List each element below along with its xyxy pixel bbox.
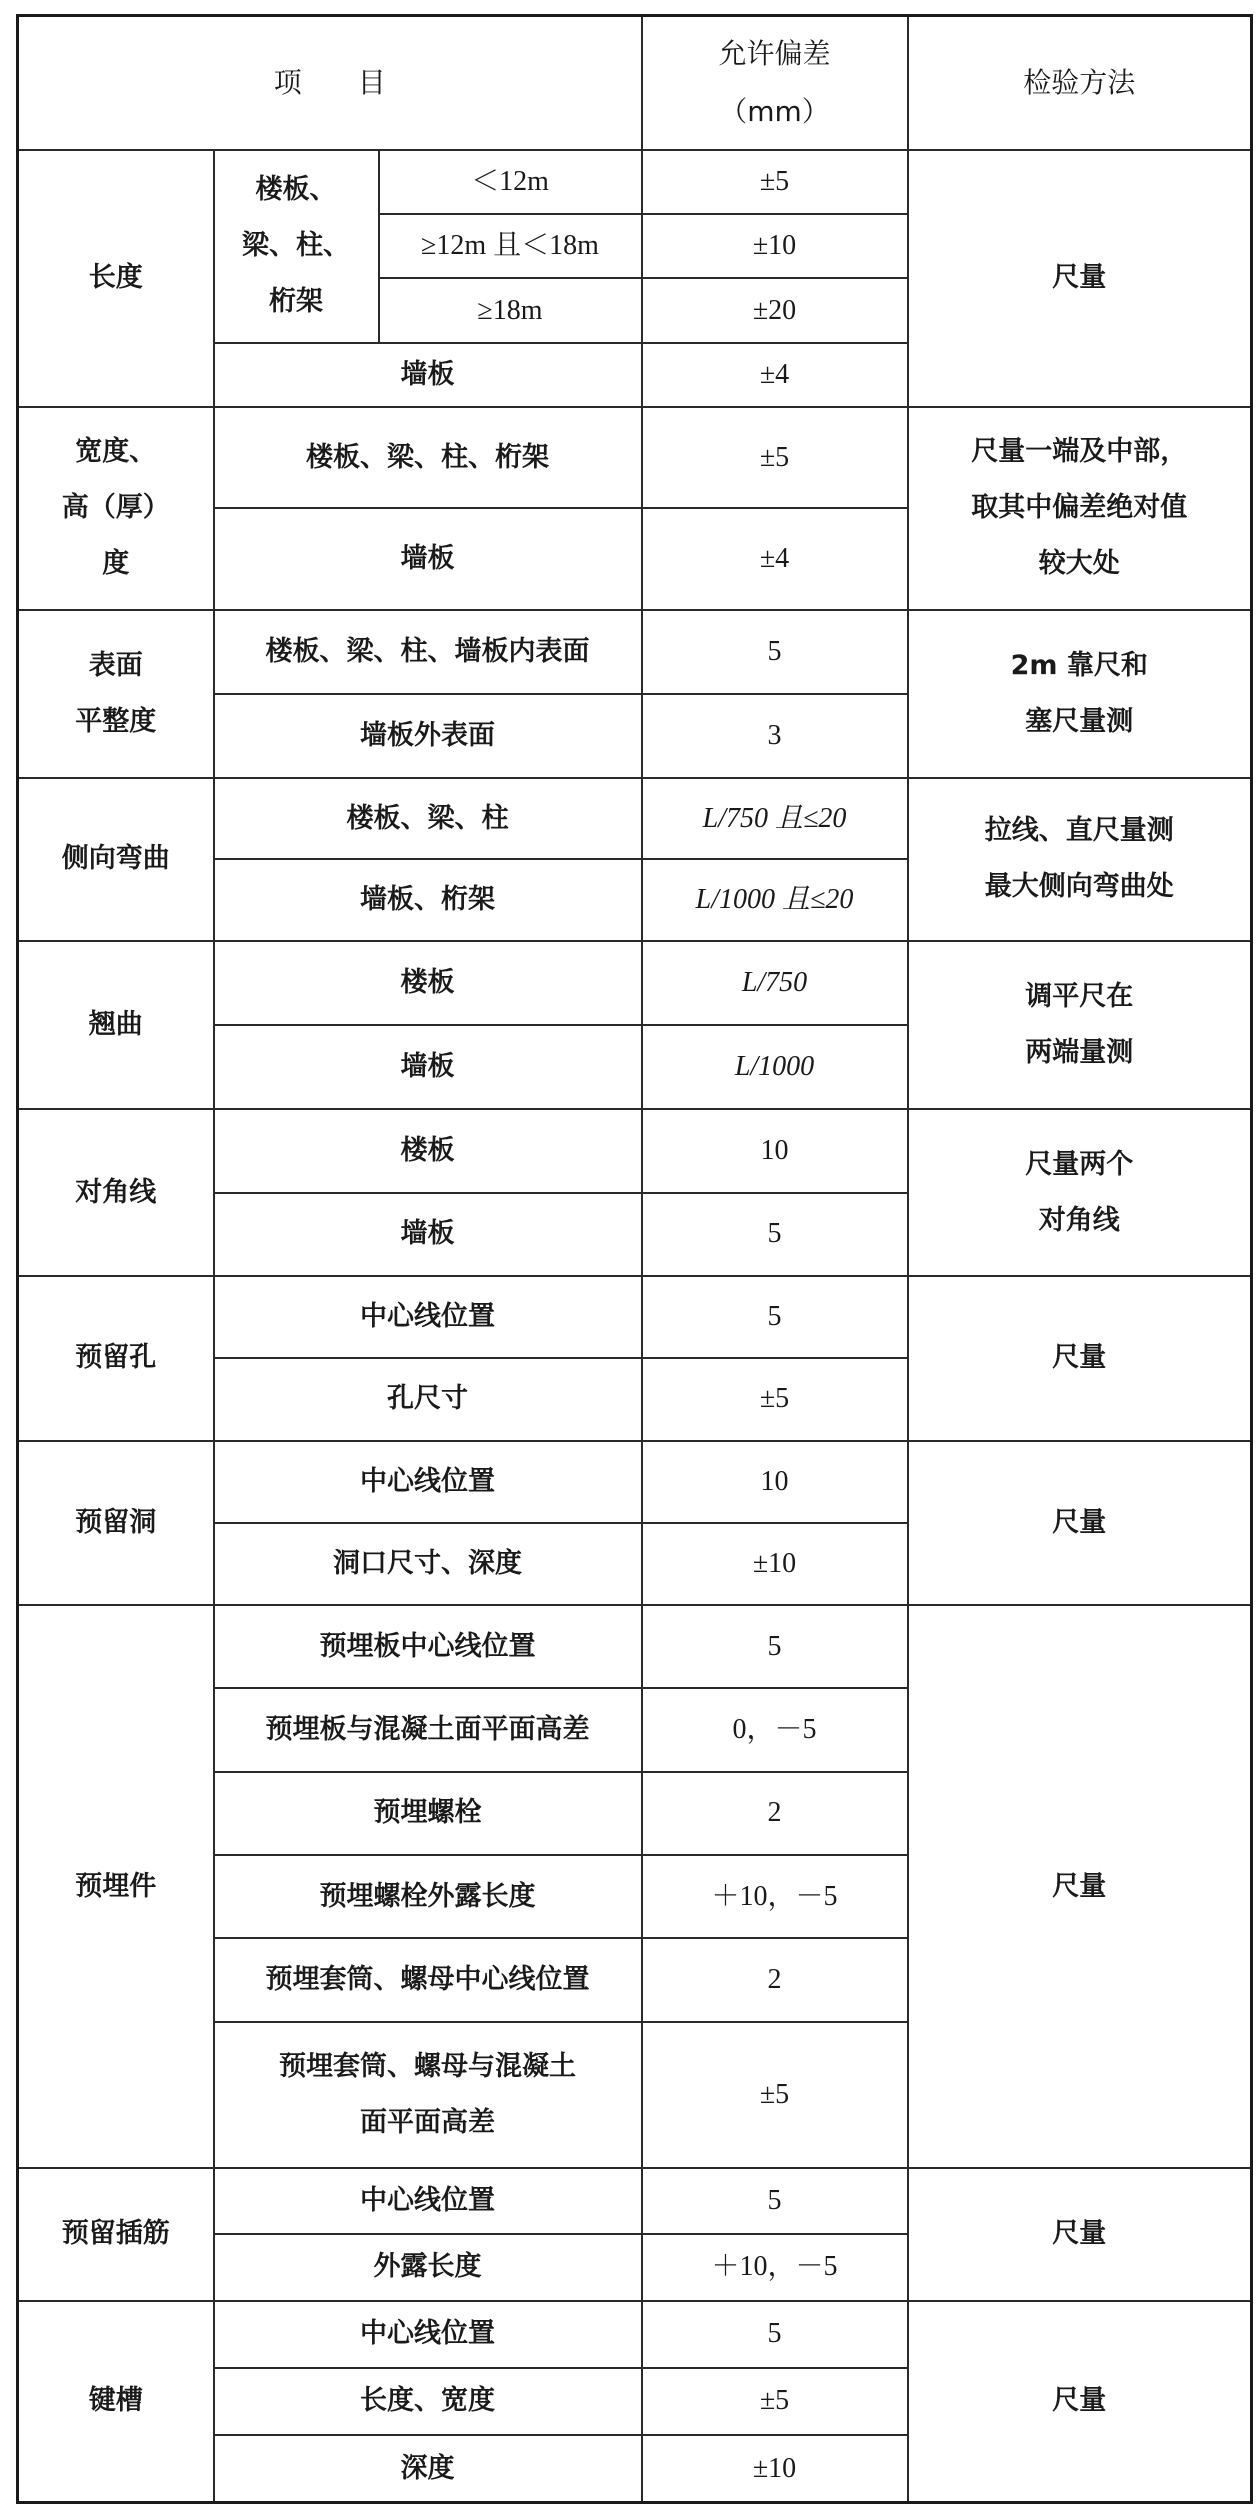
- flatness-value-1: 5: [642, 610, 908, 694]
- lateral-label: 侧向弯曲: [18, 778, 214, 941]
- diagonal-method: 尺量两个 对角线: [908, 1109, 1252, 1276]
- length-method: 尺量: [908, 150, 1252, 407]
- length-value-2: ±10: [642, 214, 908, 278]
- keyway-item-2: 长度、宽度: [214, 2368, 642, 2435]
- embedded-item-4: 预埋螺栓外露长度: [214, 1855, 642, 1938]
- width-item-2: 墙板: [214, 508, 642, 609]
- keyway-value-2: ±5: [642, 2368, 908, 2435]
- lateral-item-1: 楼板、梁、柱: [214, 778, 642, 859]
- warp-label: 翘曲: [18, 941, 214, 1110]
- keyway-method: 尺量: [908, 2301, 1252, 2503]
- embedded-item-2: 预埋板与混凝土面平面高差: [214, 1688, 642, 1771]
- keyway-item-1: 中心线位置: [214, 2301, 642, 2368]
- warp-value-2: L/1000: [642, 1025, 908, 1109]
- length-value-1: ±5: [642, 150, 908, 214]
- rebar-value-1: 5: [642, 2168, 908, 2234]
- width-method: 尺量一端及中部， 取其中偏差绝对值 较大处: [908, 407, 1252, 610]
- hole-label: 预留孔: [18, 1276, 214, 1441]
- embedded-item-5: 预埋套筒、螺母中心线位置: [214, 1938, 642, 2021]
- flatness-label: 表面 平整度: [18, 610, 214, 779]
- rebar-label: 预留插筋: [18, 2168, 214, 2300]
- length-cond-3: ≥18m: [379, 278, 642, 342]
- opening-value-1: 10: [642, 1441, 908, 1523]
- rebar-item-1: 中心线位置: [214, 2168, 642, 2234]
- lateral-value-1: L/750 且≤20: [642, 778, 908, 859]
- embedded-value-6: ±5: [642, 2022, 908, 2169]
- diagonal-item-1: 楼板: [214, 1109, 642, 1192]
- rebar-method: 尺量: [908, 2168, 1252, 2300]
- length-value-3: ±20: [642, 278, 908, 342]
- warp-method: 调平尺在 两端量测: [908, 941, 1252, 1110]
- length-cond-2: ≥12m 且＜18m: [379, 214, 642, 278]
- tolerance-table-sheet: [16, 14, 1250, 2504]
- rebar-item-2: 外露长度: [214, 2234, 642, 2300]
- width-value-2: ±4: [642, 508, 908, 609]
- opening-item-2: 洞口尺寸、深度: [214, 1523, 642, 1605]
- width-value-1: ±5: [642, 407, 908, 508]
- hole-item-2: 孔尺寸: [214, 1358, 642, 1440]
- tolerance-table: [16, 14, 1253, 2504]
- flatness-item-1: 楼板、梁、柱、墙板内表面: [214, 610, 642, 694]
- warp-item-1: 楼板: [214, 941, 642, 1025]
- lateral-method: 拉线、直尺量测 最大侧向弯曲处: [908, 778, 1252, 941]
- embedded-method: 尺量: [908, 1605, 1252, 2168]
- rebar-value-2: ＋10，－5: [642, 2234, 908, 2300]
- width-label: 宽度、 高（厚） 度: [18, 407, 214, 610]
- width-item-1: 楼板、梁、柱、桁架: [214, 407, 642, 508]
- embedded-value-2: 0，－5: [642, 1688, 908, 1771]
- embedded-value-1: 5: [642, 1605, 908, 1688]
- embedded-item-6: 预埋套筒、螺母与混凝土 面平面高差: [214, 2022, 642, 2169]
- hole-item-1: 中心线位置: [214, 1276, 642, 1358]
- warp-value-1: L/750: [642, 941, 908, 1025]
- embedded-value-3: 2: [642, 1772, 908, 1855]
- length-item-4: 墙板: [214, 343, 642, 407]
- header-method: 检验方法: [908, 16, 1252, 150]
- embedded-item-1: 预埋板中心线位置: [214, 1605, 642, 1688]
- opening-label: 预留洞: [18, 1441, 214, 1606]
- length-cond-1: ＜12m: [379, 150, 642, 214]
- hole-value-2: ±5: [642, 1358, 908, 1440]
- length-label: 长度: [18, 150, 214, 407]
- keyway-item-3: 深度: [214, 2435, 642, 2502]
- keyway-value-3: ±10: [642, 2435, 908, 2502]
- length-value-4: ±4: [642, 343, 908, 407]
- keyway-value-1: 5: [642, 2301, 908, 2368]
- keyway-label: 键槽: [18, 2301, 214, 2503]
- flatness-method: 2m 靠尺和 塞尺量测: [908, 610, 1252, 779]
- diagonal-value-2: 5: [642, 1193, 908, 1276]
- length-sub-label: 楼板、 梁、柱、 桁架: [214, 150, 379, 343]
- diagonal-label: 对角线: [18, 1109, 214, 1276]
- opening-method: 尺量: [908, 1441, 1252, 1606]
- hole-method: 尺量: [908, 1276, 1252, 1441]
- opening-item-1: 中心线位置: [214, 1441, 642, 1523]
- embedded-value-4: ＋10，－5: [642, 1855, 908, 1938]
- diagonal-value-1: 10: [642, 1109, 908, 1192]
- diagonal-item-2: 墙板: [214, 1193, 642, 1276]
- warp-item-2: 墙板: [214, 1025, 642, 1109]
- embedded-label: 预埋件: [18, 1605, 214, 2168]
- lateral-item-2: 墙板、桁架: [214, 859, 642, 940]
- embedded-value-5: 2: [642, 1938, 908, 2021]
- embedded-item-3: 预埋螺栓: [214, 1772, 642, 1855]
- flatness-item-2: 墙板外表面: [214, 694, 642, 778]
- lateral-value-2: L/1000 且≤20: [642, 859, 908, 940]
- opening-value-2: ±10: [642, 1523, 908, 1605]
- header-item: 项 目: [18, 16, 642, 150]
- header-tolerance: 允许偏差 （mm）: [642, 16, 908, 150]
- flatness-value-2: 3: [642, 694, 908, 778]
- hole-value-1: 5: [642, 1276, 908, 1358]
